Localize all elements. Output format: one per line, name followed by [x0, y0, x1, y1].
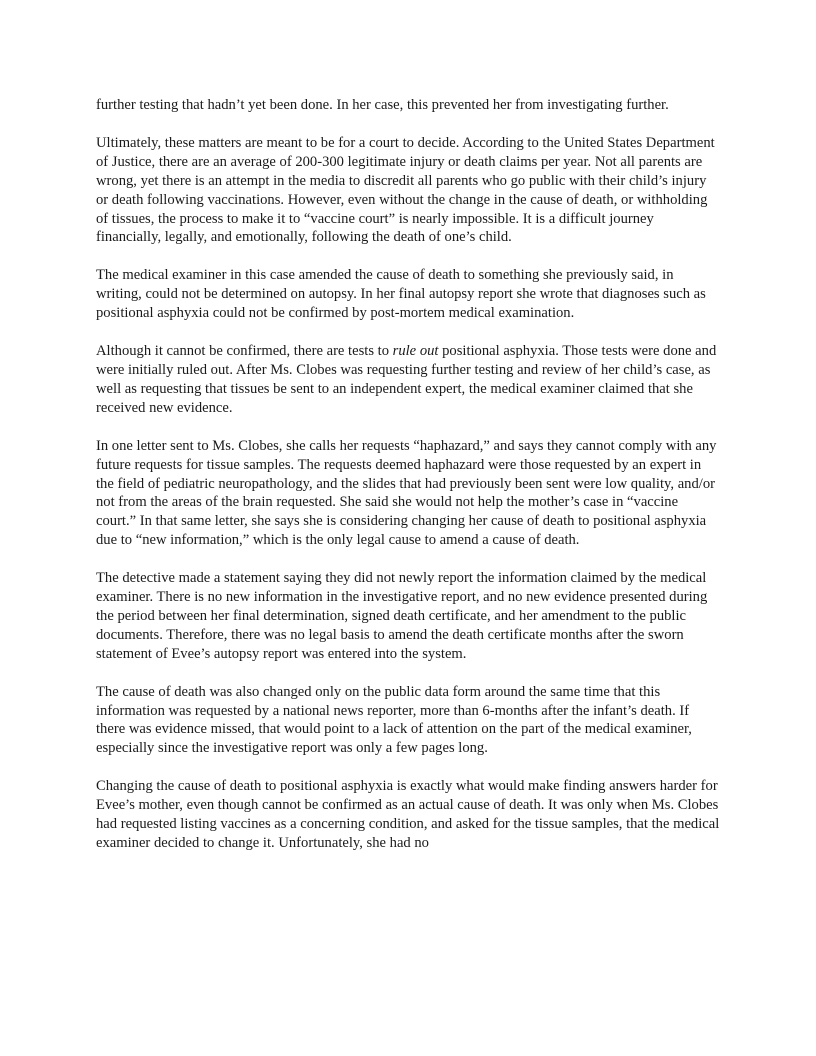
paragraph-positional-asphyxia: Changing the cause of death to positional asphyxia is exactly what would make finding answers harder for Evee’s mother, even though cannot be confirmed as an actual cause of death. It was only when Ms. Clobes had requested listing vaccines as a concerning condition, and asked for the tissue samples, that the medical examiner decided to change it. Unfortunately, she had no	[96, 778, 720, 851]
paragraph-amended-cause: The medical examiner in this case amended the cause of death to something she previously said, in writing, could not be determined on autopsy. In her final autopsy report she wrote that diagnoses such as positional asphyxia could not be confirmed by post-mortem medical examination.	[96, 267, 706, 322]
paragraph-detective-statement: The detective made a statement saying they did not newly report the information claimed by the medical examiner. There is no new information in the investigative report, and no new evidence presented during the period between her final determination, signed death certificate, and her amendment to the public documents. Therefore, there was no legal basis to amend the death certificate months after the sworn statement of Evee’s autopsy report was entered into the system.	[96, 570, 708, 662]
paragraph-vaccine-court: Ultimately, these matters are meant to be for a court to decide. According to the United States Department of Justice, there are an average of 200-300 legitimate injury or death claims per year. Not all parents are wrong, yet there is an attempt in the media to discredit all parents who go public with their child’s injury or death following vaccinations. However, even without the change in the cause of death, or withholding of tissues, the process to make it to “vaccine court” is nearly impossible. It is a difficult journey financially, legally, and emotionally, following the death of one’s child.	[96, 134, 715, 246]
paragraph-rule-out-tests	[96, 342, 720, 418]
paragraph-rule-out-text-before: Although it cannot be confirmed, there are tests to	[96, 343, 393, 360]
paragraph-rule-out-text-after: positional asphyxia. Those tests were done and were initially ruled out. After Ms. Clobes was requesting further testing and review of her child’s case, as well as requesting that tissues be sent to an independent expert, the medical examiner claimed that she received new evidence.	[96, 343, 717, 416]
emphasis-rule-out: rule out	[392, 343, 439, 360]
paragraph-testing-continuation: further testing that hadn’t yet been done. In her case, this prevented her from investigating further.	[96, 97, 669, 113]
paragraph-haphazard-letter: In one letter sent to Ms. Clobes, she calls her requests “haphazard,” and says they cannot comply with any future requests for tissue samples. The requests deemed haphazard were those requested by an expert in the field of pediatric neuropathology, and the slides that had previously been sent were low quality, and/or not from the areas of the brain requested. She said she would not help the mother’s case in “vaccine court.” In that same letter, she says she is considering changing her cause of death to positional asphyxia due to “new information,” which is the only legal cause to amend a cause of death.	[96, 437, 717, 549]
paragraph-public-data-form: The cause of death was also changed only on the public data form around the same time that this information was requested by a national news reporter, more than 6-months after the infant’s death. If there was evidence missed, that would point to a lack of attention on the part of the medical examiner, especially since the investigative report was only a few pages long.	[96, 683, 692, 757]
document-page	[96, 96, 720, 853]
